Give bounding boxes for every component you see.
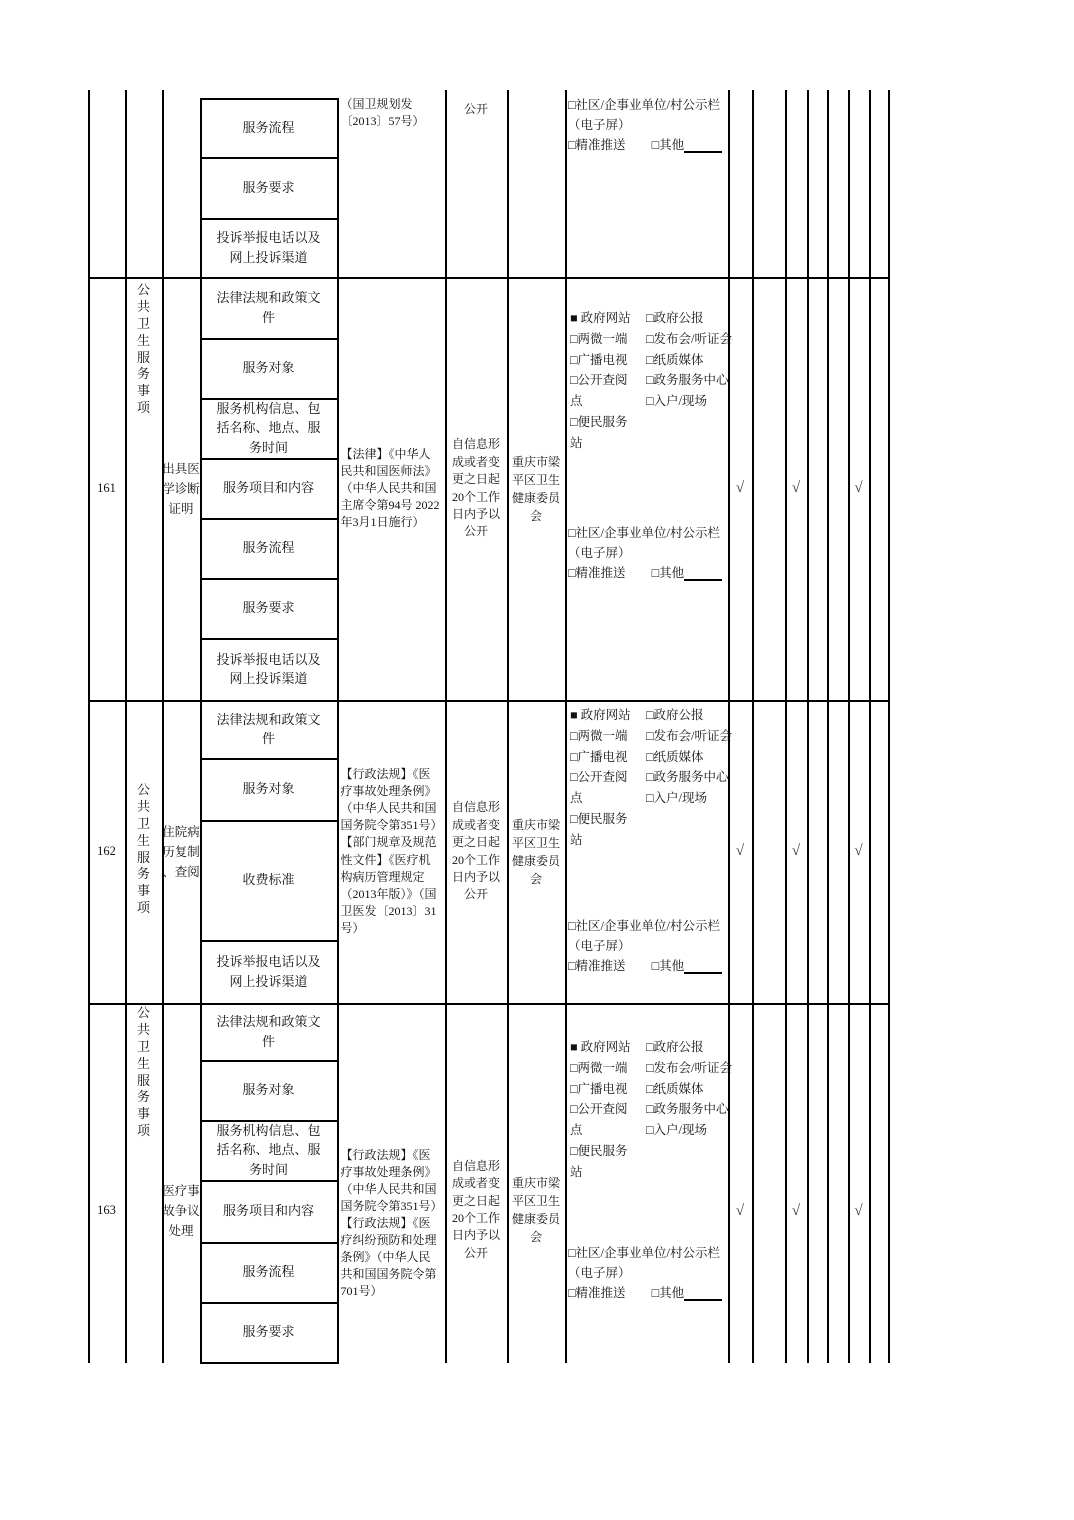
legal-basis-cell [337, 277, 445, 700]
channel-option: □社区/企事业单位/村公示栏 [568, 98, 720, 112]
checkmark: √ [791, 843, 801, 859]
legal-basis-cell [337, 96, 445, 166]
sub-item-cell: 法律法规和政策文件 [216, 711, 321, 746]
legal-basis-text [341, 766, 442, 936]
channel-extra-block [568, 1243, 728, 1303]
channel-option: □精准推送 [568, 1286, 626, 1300]
sub-item-cell: 收费标准 [242, 872, 295, 888]
channel-option: □其他 [651, 1286, 685, 1300]
channel-option: □便民服务站 [570, 1143, 628, 1179]
blank-underline [684, 151, 722, 153]
checkmark: √ [735, 843, 745, 859]
channel-options-right [646, 1037, 742, 1141]
channel-option: □公开查阅点 [570, 373, 628, 408]
row-number: 162 [97, 844, 116, 858]
item-name: 住院病历复制、查阅 [162, 824, 200, 879]
row-number: 161 [97, 481, 116, 495]
channel-option: □社区/企事业单位/村公示栏 [568, 526, 720, 540]
legal-basis-text [341, 1147, 442, 1300]
channel-extra-block [568, 95, 728, 155]
channel-option: □政务服务中心 [646, 770, 729, 785]
grid-line [565, 90, 567, 1363]
agency-cell [507, 1176, 565, 1244]
checkmark: √ [854, 843, 863, 859]
channel-option: □精准推送 [568, 138, 626, 152]
timing-cell [445, 96, 507, 124]
sub-item-cell: 服务对象 [242, 781, 295, 797]
item-name-cell [162, 700, 200, 1003]
sub-item-cell: 法律法规和政策文件 [216, 1014, 321, 1049]
category-label: 公共卫生服务事项 [136, 1005, 150, 1139]
channel-option: ■ 政府网站 [570, 1040, 631, 1054]
channel-option: □纸质媒体 [646, 749, 704, 764]
channel-option: □公开查阅点 [570, 1102, 628, 1137]
channel-option: □两微一端 [570, 728, 628, 743]
channel-option: □政务服务中心 [646, 1102, 729, 1117]
channel-option: □广播电视 [570, 749, 628, 764]
channel-option: □两微一端 [570, 1060, 628, 1075]
legal-basis-segment: 【部门规章及规范性文件】《医疗机构病历管理规定（2013年版）》（国卫医发〔2013〕31号） [340, 835, 437, 935]
sub-item-cell: 法律法规和政策文件 [216, 290, 321, 325]
channel-option: □两微一端 [570, 331, 628, 346]
grid-line [752, 90, 754, 1363]
channel-option: □社区/企事业单位/村公示栏 [568, 919, 720, 933]
channel-option: □其他 [651, 138, 685, 152]
sub-item-cell: 服务项目和内容 [222, 480, 314, 496]
channel-option: □政府公报 [646, 311, 704, 325]
sub-item-cell: 投诉举报电话以及网上投诉渠道 [216, 230, 321, 265]
channel-option-row [568, 135, 728, 155]
channel-option: （电子屏） [568, 546, 631, 560]
blank-underline [684, 579, 722, 581]
channel-options-left [570, 705, 640, 850]
sub-item-cell: 服务流程 [242, 119, 295, 135]
sub-item-cell: 服务要求 [242, 179, 295, 195]
timing-text: 自信息形成或者变更之日起20个工作日内予以公开 [451, 1158, 500, 1260]
grid-line [200, 1362, 339, 1364]
item-name: 医疗事故争议处理 [162, 1184, 200, 1238]
checkmark: √ [854, 480, 863, 496]
channel-option: □政府公报 [646, 1040, 704, 1054]
channel-options-left [570, 308, 640, 453]
legal-basis-segment: 【行政法规】《医疗事故处理条例》（中华人民共和国国务院令第351号） [340, 767, 443, 833]
channel-option: □广播电视 [570, 1081, 628, 1096]
agency-text: 重庆市梁平区卫生健康委员会 [511, 1176, 560, 1244]
timing-text: 公开 [463, 102, 488, 117]
sub-item-cell: 服务流程 [242, 540, 295, 556]
channel-option: ■ 政府网站 [570, 311, 631, 325]
channel-option: □公开查阅点 [570, 770, 628, 805]
sub-item-cell: 服务要求 [242, 600, 295, 616]
channel-option-row [568, 563, 728, 583]
channel-extra-block [568, 916, 728, 976]
channel-option: ■ 政府网站 [570, 708, 631, 722]
channel-extra-block [568, 523, 728, 583]
blank-underline [684, 972, 722, 974]
channel-option: （电子屏） [568, 939, 631, 953]
channel-option: □社区/企事业单位/村公示栏 [568, 1246, 720, 1260]
channel-option: □广播电视 [570, 352, 628, 367]
grid-line [807, 90, 809, 1363]
legal-basis-segment: 【行政法规】《医疗事故处理条例》（中华人民共和国国务院令第351号） [340, 1148, 443, 1214]
category-label: 公共卫生服务事项 [136, 782, 150, 916]
sub-item-cell: 服务项目和内容 [222, 1203, 314, 1219]
sub-item-cell: 服务要求 [242, 1324, 295, 1340]
checkmark: √ [791, 1202, 801, 1219]
channel-option: □入户/现场 [646, 394, 708, 408]
channel-option: □政务服务中心 [646, 373, 729, 388]
checkmark: √ [735, 480, 745, 496]
channel-option: □纸质媒体 [646, 1081, 704, 1096]
channel-option: □政府公报 [646, 708, 704, 722]
checkmark: √ [854, 1202, 863, 1219]
channel-option: □发布会/听证会 [646, 1060, 733, 1075]
checkmark: √ [735, 1202, 745, 1219]
channel-option: □发布会/听证会 [646, 331, 733, 346]
agency-text: 重庆市梁平区卫生健康委员会 [511, 454, 560, 523]
sub-item-cell: 服务机构信息、包括名称、地点、服务时间 [216, 400, 321, 455]
sub-item-cell: 服务对象 [242, 1082, 295, 1098]
item-name: 出具医学诊断证明 [162, 461, 200, 516]
agency-cell [507, 277, 565, 700]
channel-option-row [568, 1283, 728, 1303]
grid-line [125, 90, 127, 1363]
channel-option: □便民服务站 [570, 414, 628, 450]
item-name-cell [162, 1180, 200, 1242]
checkmark: √ [791, 480, 801, 496]
sub-item-cell: 投诉举报电话以及网上投诉渠道 [216, 651, 321, 686]
agency-text: 重庆市梁平区卫生健康委员会 [511, 817, 560, 886]
channel-option: □发布会/听证会 [646, 728, 733, 743]
channel-options-left [570, 1037, 640, 1182]
legal-basis-cell [337, 700, 445, 1003]
timing-text: 自信息形成或者变更之日起20个工作日内予以公开 [451, 800, 500, 902]
legal-basis-text: 【法律】《中华人民共和国医师法》（中华人民共和国主席令第94号 2022年3月1日施行） [340, 446, 440, 530]
sub-item-cell: 投诉举报电话以及网上投诉渠道 [216, 954, 321, 989]
agency-cell [507, 700, 565, 1003]
grid-line [888, 90, 890, 1363]
category-label: 公共卫生服务事项 [136, 282, 150, 416]
legal-basis-text: （国卫规划发〔2013〕57号） [340, 97, 425, 129]
timing-cell [445, 700, 507, 1003]
channel-option: □便民服务站 [570, 811, 628, 847]
row-number: 163 [97, 1202, 116, 1217]
channel-option-row [568, 956, 728, 976]
channel-option: （电子屏） [568, 118, 631, 132]
channel-option: □纸质媒体 [646, 352, 704, 367]
item-name-cell [162, 277, 200, 700]
channel-option: □入户/现场 [646, 1123, 708, 1137]
blank-underline [684, 1299, 722, 1301]
channel-option: □精准推送 [568, 566, 626, 580]
timing-cell [445, 277, 507, 700]
channel-option: □其他 [651, 566, 685, 580]
sub-item-cell: 服务机构信息、包括名称、地点、服务时间 [216, 1122, 321, 1177]
channel-option: □精准推送 [568, 959, 626, 973]
sub-item-cell: 服务对象 [242, 360, 295, 376]
channel-option: □入户/现场 [646, 791, 708, 805]
grid-line [827, 90, 829, 1363]
legal-basis-segment: 【行政法规】《医疗纠纷预防和处理条例》（中华人民共和国国务院令第701号） [340, 1216, 437, 1299]
legal-basis-cell [337, 1147, 445, 1299]
timing-cell [445, 1156, 507, 1264]
sub-item-cell: 服务流程 [242, 1264, 295, 1280]
channel-option: □其他 [651, 959, 685, 973]
grid-line [869, 90, 871, 1363]
timing-text: 自信息形成或者变更之日起20个工作日内予以公开 [451, 437, 500, 539]
channel-option: （电子屏） [568, 1266, 631, 1280]
